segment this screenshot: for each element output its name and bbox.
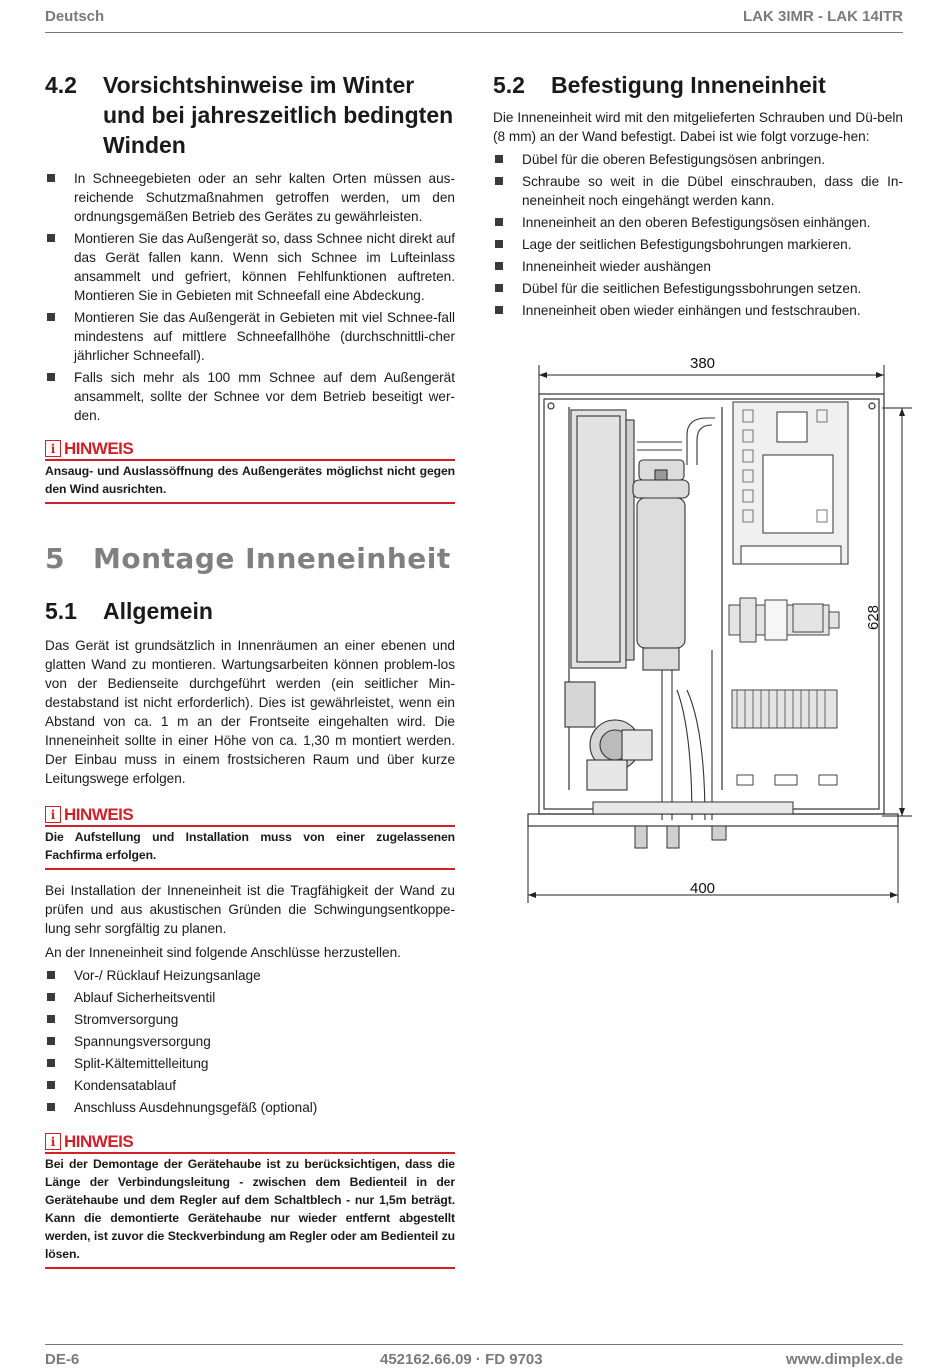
list-item: Spannungsversorgung — [45, 1032, 455, 1051]
paragraph-wall: Bei Installation der Inneneinheit ist die Tragfähigkeit der Wand zu prüfen und aus akustischen Gründen die Schwingungsentkoppe-lung sehr sorgfältig zu planen. — [45, 883, 455, 936]
list-item: Stromversorgung — [45, 1010, 455, 1029]
footer-doc-number: 452162.66.09 · FD 9703 — [380, 1351, 543, 1368]
section-5-2-heading — [493, 70, 903, 100]
paragraph-general: Das Gerät ist grundsätzlich in Innenräumen an einer ebenen und glatten Wand zu montieren. Wartungsarbeiten können problem-los von der Bedienseite durchgeführt werden (ein seitlicher Min-destabstand ist nicht erforderlich). Dies ist gewährleistet, wenn ein Abstand von ca. 1 m an der Frontseite eingehalten wird. Die Inneneinheit sollte in einer Höhe von ca. 1,30 m montiert werden. Der Einbau muss in einem frostsicheren Raum und über kurze Leitungswege erfolgen. — [45, 638, 455, 786]
note-label: HINWEIS — [64, 804, 134, 824]
list-item: Split-Kältemittelleitung — [45, 1054, 455, 1073]
heat-exchanger — [571, 410, 626, 668]
drawing-svg — [527, 350, 912, 905]
section-5-1-heading — [45, 596, 455, 626]
list-item: Kondensatablauf — [45, 1076, 455, 1095]
header-language: Deutsch — [45, 8, 105, 25]
dim-label-width-bottom: 400 — [690, 880, 716, 897]
note-label: HINWEIS — [64, 1131, 134, 1151]
terminal-strip — [732, 690, 837, 728]
connections-list — [45, 966, 455, 1117]
note-text: Die Aufstellung und Installation muss von einer zugelassenen Fachfirma erfolgen. — [45, 830, 455, 862]
connector-block — [565, 682, 595, 727]
list-item: Falls sich mehr als 100 mm Schnee auf dem Außengerät ansammelt, sollte der Schnee vor dem Betrieb beseitigt wer-den. — [45, 368, 455, 425]
section-title: Allgemein — [103, 598, 213, 624]
section-number: 5.1 — [45, 598, 77, 624]
list-item: Inneneinheit oben wieder einhängen und festschrauben. — [493, 301, 903, 320]
circuit-board — [763, 455, 833, 533]
section-number: 5.2 — [493, 72, 525, 98]
base-plate — [528, 814, 898, 826]
note-box-wind — [45, 438, 455, 504]
note-box-installer — [45, 804, 455, 870]
section-number: 4.2 — [45, 72, 77, 98]
list-item: Vor-/ Rücklauf Heizungsanlage — [45, 966, 455, 985]
right-column — [493, 70, 903, 323]
note-header — [45, 1131, 455, 1154]
pipe-connection — [635, 826, 647, 848]
list-item: In Schneegebieten oder an sehr kalten Orten müssen aus-reichende Schutzmaßnahmen getroffen werden, um den ordnungsgemäßen Betrieb des Gerätes zu gewährleisten. — [45, 169, 455, 226]
list-item: Dübel für die oberen Befestigungsösen anbringen. — [493, 150, 903, 169]
footer-page-number: DE-6 — [45, 1351, 80, 1368]
dim-label-height: 628 — [865, 604, 882, 630]
list-item: Dübel für die seitlichen Befestigungssbohrungen setzen. — [493, 279, 903, 298]
header-model: LAK 3IMR - LAK 14ITR — [742, 8, 903, 25]
info-icon: i — [45, 806, 61, 823]
winter-precautions-list — [45, 169, 455, 425]
chapter-title: Montage Inneneinheit — [93, 542, 451, 575]
electric-heater — [637, 498, 685, 648]
note-header — [45, 438, 455, 461]
chapter-number: 5 — [45, 542, 65, 575]
page-footer — [45, 1344, 903, 1369]
list-item: Montieren Sie das Außengerät in Gebieten mit viel Schnee-fall mindestens auf mittlere Schneefallhöhe (durchschnittli-cher jährlicher Schneefall). — [45, 308, 455, 365]
paragraph-connections-intro: An der Inneneinheit sind folgende Anschlüsse herzustellen. — [45, 945, 401, 960]
list-item: Montieren Sie das Außengerät so, dass Schnee nicht direkt auf das Gerät fallen kann. Wenn sich Schnee im Lufteinlass ansammelt und gefriert, können Fehlfunktionen auftreten. Montieren Sie in Gebieten mit Schneefall eine Abdeckung. — [45, 229, 455, 305]
section-title: Befestigung Inneneinheit — [551, 72, 826, 98]
info-icon: i — [45, 440, 61, 457]
note-header — [45, 804, 455, 827]
left-column — [45, 70, 455, 1269]
list-item: Ablauf Sicherheitsventil — [45, 988, 455, 1007]
note-box-cover — [45, 1131, 455, 1269]
list-item: Anschluss Ausdehnungsgefäß (optional) — [45, 1098, 455, 1117]
list-item: Lage der seitlichen Befestigungsbohrungen markieren. — [493, 235, 903, 254]
list-item: Schraube so weit in die Dübel einschrauben, dass die In-neneinheit noch eingehängt werden kann. — [493, 172, 903, 210]
paragraph-mounting-intro: Die Inneneinheit wird mit den mitgelieferten Schrauben und Dü-beln (8 mm) an der Wand befestigt. Dabei ist wie folgt vorzuge-hen: — [493, 110, 903, 144]
list-item: Inneneinheit wieder aushängen — [493, 257, 903, 276]
page-header — [45, 6, 903, 33]
list-item: Inneneinheit an den oberen Befestigungsösen einhängen. — [493, 213, 903, 232]
section-title: Vorsichtshinweise im Winter und bei jahreszeitlich bedingten Winden — [103, 72, 454, 158]
note-text: Bei der Demontage der Gerätehaube ist zu berücksichtigen, dass die Länge der Verbindungsleitung - zwischen dem Bedienteil in der Gerätehaube und dem Regler auf dem Schaltblech - nur 1,5m beträgt. Kann die demontierte Gerätehaube nur wieder entfernt abgestellt werden, ist zuvor die Steckverbindung am Regler oder am Bedienteil zu lösen. — [45, 1157, 455, 1261]
note-text: Ansaug- und Auslassöffnung des Außengerätes möglichst nicht gegen den Wind ausrichten. — [45, 464, 455, 496]
footer-website: www.dimplex.de — [786, 1351, 903, 1368]
section-4-2-heading — [45, 70, 455, 160]
indoor-unit-dimension-drawing — [527, 350, 912, 905]
note-label: HINWEIS — [64, 438, 134, 458]
info-icon: i — [45, 1133, 61, 1150]
dim-label-width-top: 380 — [690, 355, 716, 372]
chapter-5-heading — [45, 542, 455, 576]
mounting-steps-list — [493, 150, 903, 320]
